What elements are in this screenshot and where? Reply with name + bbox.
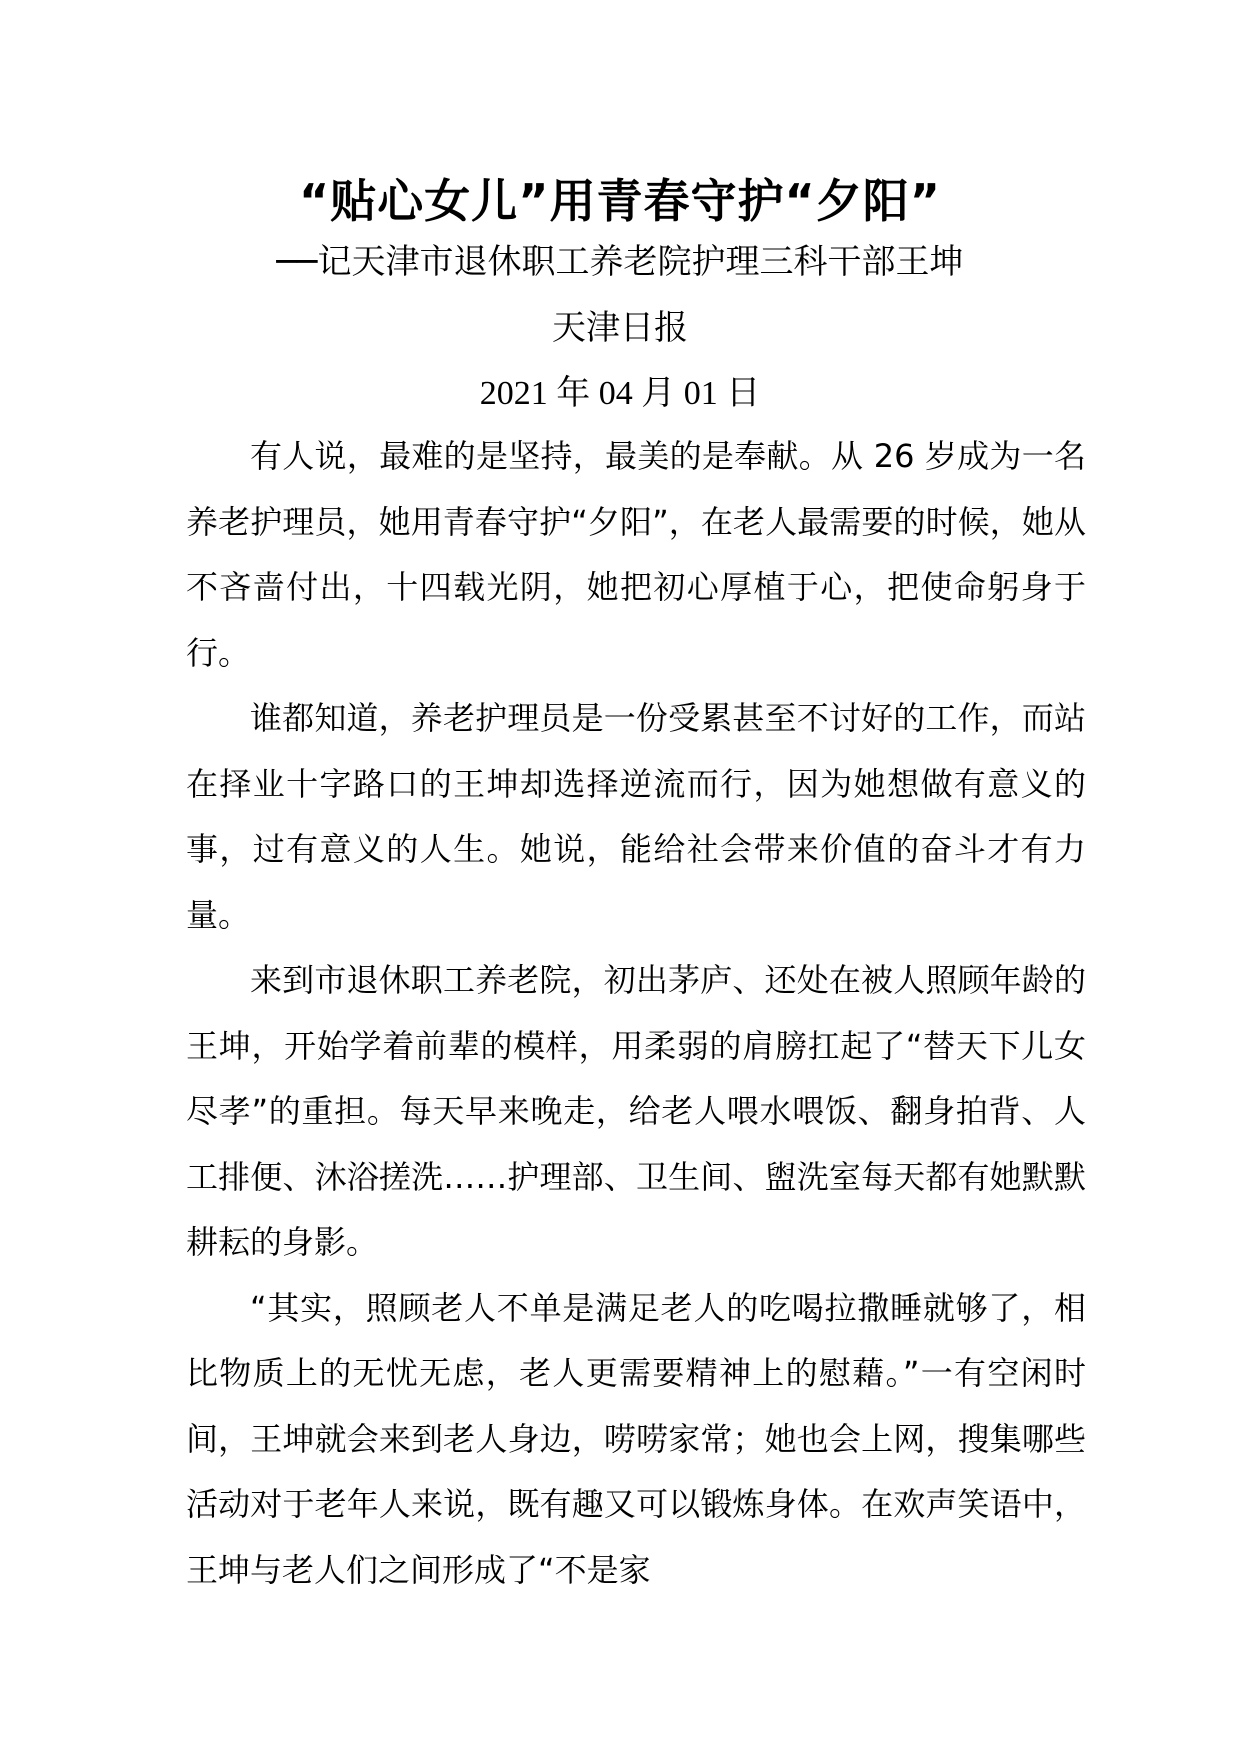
article-title: “贴心女儿”用青春守护“夕阳” (299, 174, 941, 228)
article-subtitle: ──记天津市退休职工养老院护理三科干部王坤 (276, 242, 964, 282)
article-body (186, 424, 1086, 1603)
body-paragraph: “其实，照顾老人不单是满足老人的吃喝拉撒睡就够了，相比物质上的无忧无虑，老人更需要精神上的慰藉。”一有空闲时间，王坤就会来到老人身边，唠唠家常；她也会上网，搜集哪些活动对于老年人来说，既有趣又可以锻炼身体。在欢声笑语中，王坤与老人们之间形成了“不是家 (186, 1288, 1086, 1589)
body-paragraph: 有人说，最难的是坚持，最美的是奉献。从 26 岁成为一名养老护理员，她用青春守护“夕阳”，在老人最需要的时候，她从不吝啬付出，十四载光阴，她把初心厚植于心，把使命躬身于行。 (186, 437, 1086, 672)
article-source: 天津日报 (552, 308, 688, 348)
article-date: 2021 年 04 月 01 日 (479, 375, 761, 412)
body-paragraph: 来到市退休职工养老院，初出茅庐、还处在被人照顾年龄的王坤，开始学着前辈的模样，用柔弱的肩膀扛起了“替天下儿女尽孝”的重担。每天早来晚走，给老人喂水喂饭、翻身拍背、人工排便、沐浴搓洗……护理部、卫生间、盥洗室每天都有她默默耕耘的身影。 (186, 961, 1086, 1261)
body-paragraph: 谁都知道，养老护理员是一份受累甚至不讨好的工作，而站在择业十字路口的王坤却选择逆流而行，因为她想做有意义的事，过有意义的人生。她说，能给社会带来价值的奋斗才有力量。 (186, 699, 1086, 934)
